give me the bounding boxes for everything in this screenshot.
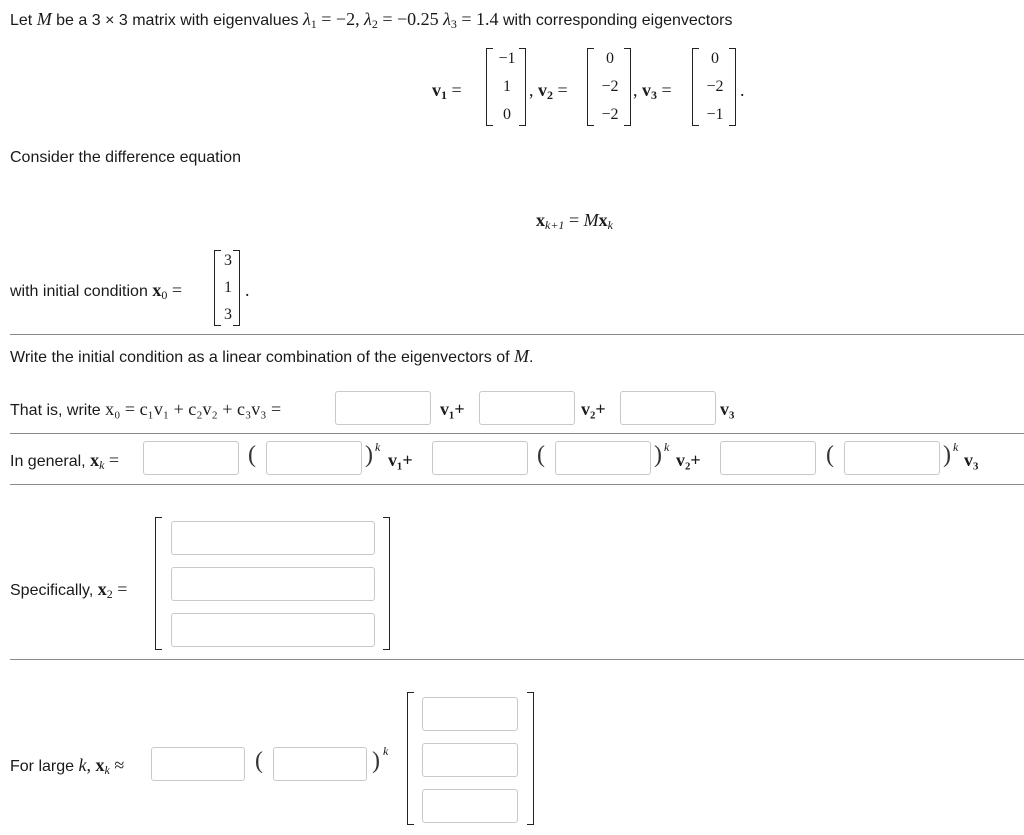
k-exponent: k bbox=[375, 440, 381, 454]
problem-intro bbox=[10, 9, 732, 32]
x2-entry-2-input[interactable] bbox=[171, 567, 375, 601]
open-paren: ( bbox=[826, 442, 834, 468]
close-paren: ) bbox=[365, 442, 373, 468]
v3-entry: −1 bbox=[706, 106, 724, 123]
v1-right-bracket bbox=[519, 48, 526, 126]
x2-left-bracket bbox=[155, 517, 162, 650]
v2-vector bbox=[595, 50, 625, 124]
x0-entry: 3 bbox=[224, 252, 232, 269]
open-paren: ( bbox=[255, 748, 263, 774]
section-heading: Write the initial condition as a linear combination of the eigenvectors of M. bbox=[10, 346, 534, 366]
large-k-right-bracket bbox=[527, 692, 534, 825]
large-k-prompt: For large k, $x_k$ ≈ bbox=[10, 755, 125, 777]
divider bbox=[10, 484, 1024, 485]
difference-equation: $x_{k+1} = Mx_k$ bbox=[536, 210, 613, 232]
large-k-left-bracket bbox=[407, 692, 414, 825]
v3-label-text: v₃ bbox=[964, 450, 979, 470]
divider bbox=[10, 433, 1024, 434]
v2-entry: −2 bbox=[601, 78, 619, 95]
general-base-2-input[interactable] bbox=[555, 441, 651, 475]
k-exponent: k bbox=[664, 440, 670, 454]
v3-label-text: v₃ bbox=[720, 399, 735, 419]
c3-input[interactable] bbox=[620, 391, 716, 425]
open-paren: ( bbox=[248, 442, 256, 468]
v3-entry: 0 bbox=[711, 50, 719, 67]
large-k-base-input[interactable] bbox=[273, 747, 367, 781]
large-k-entry-3-input[interactable] bbox=[422, 789, 518, 823]
eigenvalue-1: $\lambda_1 = -2$, bbox=[302, 9, 360, 31]
specific-prompt: Specifically, $x_2$ = bbox=[10, 579, 128, 601]
x0-right-bracket bbox=[233, 250, 240, 326]
x0-period: . bbox=[245, 280, 250, 300]
v2-entry: −2 bbox=[601, 106, 619, 123]
v3-vector bbox=[700, 50, 730, 124]
intro-lead: Let bbox=[10, 12, 33, 29]
v1-entry: 0 bbox=[503, 106, 511, 123]
v3-entry: −2 bbox=[706, 78, 724, 95]
v1-vector bbox=[495, 50, 519, 124]
large-k-entry-2-input[interactable] bbox=[422, 743, 518, 777]
v1-plus-label: v₁+ bbox=[388, 450, 413, 470]
close-paren: ) bbox=[943, 442, 951, 468]
k-exponent: k bbox=[953, 440, 959, 454]
v1-left-bracket bbox=[486, 48, 493, 126]
x0-entry: 3 bbox=[224, 306, 232, 323]
v1-label: $v_1$ = bbox=[432, 80, 462, 102]
eigenvalue-2: $\lambda_2 = -0.25$ bbox=[364, 9, 439, 31]
divider bbox=[10, 334, 1024, 335]
v2-plus-label: v₂+ bbox=[581, 399, 606, 419]
v2-label: , $v_2$ = bbox=[529, 80, 568, 102]
intro-tail: with corresponding eigenvectors bbox=[503, 12, 733, 29]
divider bbox=[10, 659, 1024, 660]
general-prompt: In general, $x_k$ = bbox=[10, 450, 120, 472]
general-coef-1-input[interactable] bbox=[143, 441, 239, 475]
x0-entry: 1 bbox=[224, 279, 232, 296]
v1-entry: −1 bbox=[498, 50, 516, 67]
k-exponent: k bbox=[383, 744, 389, 758]
linear-combination-prompt: That is, write x₀ = c₁v₁ + c₂v₂ + c₃v₃ = bbox=[10, 399, 282, 419]
vectors-period: . bbox=[740, 80, 745, 100]
v2-entry: 0 bbox=[606, 50, 614, 67]
general-base-1-input[interactable] bbox=[266, 441, 362, 475]
consider-text: Consider the difference equation bbox=[10, 149, 241, 166]
c2-input[interactable] bbox=[479, 391, 575, 425]
v1-entry: 1 bbox=[503, 78, 511, 95]
v1-plus-label: v₁+ bbox=[440, 399, 465, 419]
large-k-entry-1-input[interactable] bbox=[422, 697, 518, 731]
x2-right-bracket bbox=[383, 517, 390, 650]
v2-left-bracket bbox=[587, 48, 594, 126]
c1-input[interactable] bbox=[335, 391, 431, 425]
general-coef-2-input[interactable] bbox=[432, 441, 528, 475]
open-paren: ( bbox=[537, 442, 545, 468]
v3-left-bracket bbox=[692, 48, 699, 126]
close-paren: ) bbox=[372, 748, 380, 774]
x2-entry-3-input[interactable] bbox=[171, 613, 375, 647]
x2-entry-1-input[interactable] bbox=[171, 521, 375, 555]
general-base-3-input[interactable] bbox=[844, 441, 940, 475]
v2-right-bracket bbox=[624, 48, 631, 126]
eigenvalue-3: $\lambda_3 = 1.4$ bbox=[443, 9, 499, 31]
v3-label: , $v_3$ = bbox=[633, 80, 672, 102]
initial-condition-label: with initial condition $x_0$ = bbox=[10, 280, 182, 302]
intro-mid: be a 3 × 3 matrix with eigenvalues bbox=[56, 12, 299, 29]
v2-plus-label: v₂+ bbox=[676, 450, 701, 470]
general-coef-3-input[interactable] bbox=[720, 441, 816, 475]
large-k-coef-input[interactable] bbox=[151, 747, 245, 781]
matrix-symbol: M bbox=[36, 9, 52, 29]
close-paren: ) bbox=[654, 442, 662, 468]
v3-right-bracket bbox=[729, 48, 736, 126]
